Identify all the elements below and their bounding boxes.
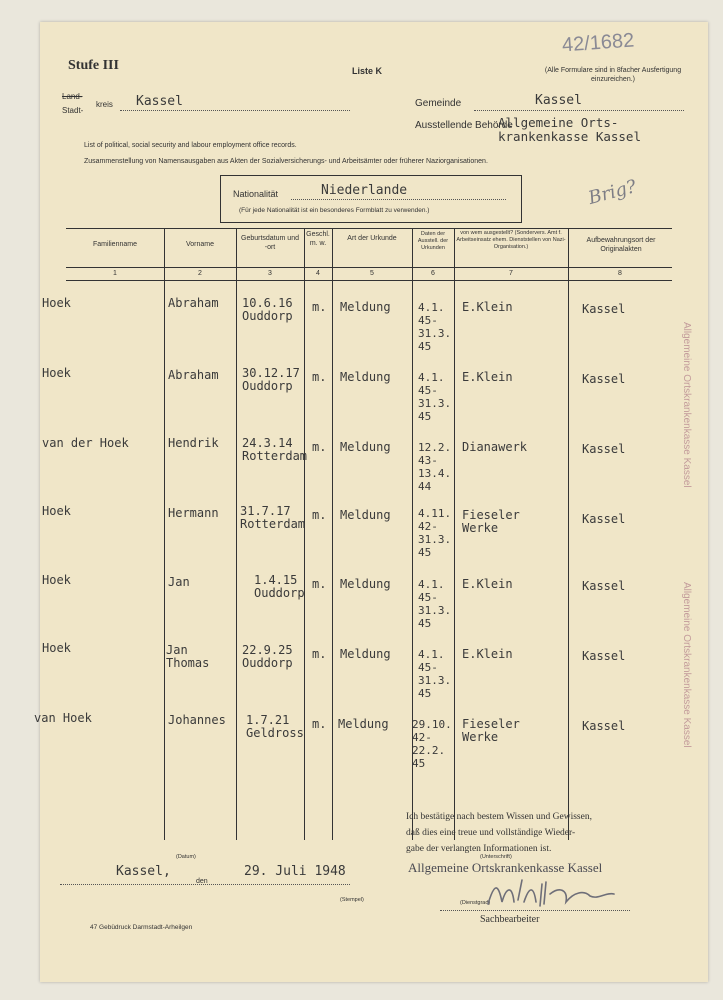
doctype-cell: Meldung — [340, 440, 391, 454]
handwritten-mark: Brig? — [586, 176, 639, 209]
col-num-6: 6 — [431, 270, 435, 277]
location-cell: Kassel — [582, 649, 626, 663]
stadt-label: Stadt- — [62, 106, 84, 115]
surname-cell: Hoek — [42, 296, 71, 310]
location-cell: Kassel — [582, 579, 626, 593]
date-underline — [60, 884, 350, 885]
col-num-5: 5 — [370, 270, 374, 277]
firstname-cell: Jan — [168, 575, 190, 589]
document-page — [34, 22, 708, 982]
place-value: Kassel, — [116, 864, 171, 879]
doctype-cell: Meldung — [338, 717, 389, 731]
nationality-underline — [291, 199, 506, 200]
nationality-label: Nationalität — [233, 189, 279, 199]
firstname-cell: Hendrik — [168, 436, 219, 450]
kreis-label: kreis — [96, 100, 113, 109]
doctype-cell: Meldung — [340, 370, 391, 384]
surname-cell: Hoek — [42, 641, 71, 655]
col-header-issuer: von wem ausgestellt? (Sondervers. Amt f. Arbeitseinsatz ehem. Dienststellen von Nazi-Organisation.) — [456, 230, 566, 250]
issuer-cell: E.Klein — [462, 370, 513, 384]
side-stamp-bottom: Allgemeine Ortskrankenkasse Kassel — [681, 582, 692, 748]
dates-cell: 4.1. 45- 31.3. 45 — [418, 301, 452, 353]
sex-cell: m. — [312, 300, 327, 314]
gemeinde-underline — [474, 110, 684, 111]
birth-cell: 10.6.16 Ouddorp — [242, 296, 293, 323]
issuer-cell: E.Klein — [462, 577, 513, 591]
col-header-surname: Familienname — [93, 241, 137, 248]
land-label: Land- — [62, 92, 83, 101]
dienstgrad-label: (Dienstgrad) — [460, 900, 491, 906]
english-description: List of political, social security and labour employment office records. — [84, 142, 297, 149]
sex-cell: m. — [312, 440, 327, 454]
issuer-cell: Dianawerk — [462, 440, 528, 454]
table-colnum-line — [66, 280, 672, 281]
side-stamp-top: Allgemeine Ortskrankenkasse Kassel — [681, 322, 692, 488]
organisation-stamp: Allgemeine Ortskrankenkasse Kassel — [408, 860, 603, 875]
col-num-7: 7 — [509, 270, 513, 277]
stempel-label: (Stempel) — [340, 897, 364, 903]
doctype-cell: Meldung — [340, 508, 391, 522]
col-header-doctype: Art der Urkunde — [347, 235, 397, 242]
nationality-note: (Für jede Nationalität ist ein besonderes Formblatt zu verwenden.) — [239, 207, 430, 214]
col-divider-6 — [454, 228, 455, 840]
col-num-1: 1 — [113, 270, 117, 277]
date-value: 29. Juli 1948 — [244, 864, 346, 879]
firstname-cell: Jan Thomas — [166, 643, 210, 670]
nationality-value: Niederlande — [321, 183, 408, 198]
col-divider-3 — [304, 228, 305, 840]
col-header-location: Aufbewahrungsort der Originalakten — [586, 237, 656, 253]
nationality-box — [220, 175, 522, 223]
issuer-cell: E.Klein — [462, 300, 513, 314]
dates-cell: 4.1. 45- 31.3. 45 — [418, 371, 452, 423]
firstname-cell: Abraham — [168, 368, 219, 382]
gemeinde-value: Kassel — [535, 93, 582, 108]
sex-cell: m. — [312, 647, 327, 661]
printer-credit: 47 Gebüdruck Darmstadt-Arheilgen — [90, 924, 193, 931]
dates-cell: 12.2. 43- 13.4. 44 — [418, 441, 452, 493]
official-title: Sachbearbeiter — [480, 914, 540, 925]
dates-cell: 4.1. 45- 31.3. 45 — [418, 648, 452, 700]
signature-image — [484, 874, 634, 914]
col-header-sex: Geschl. m. w. — [306, 231, 330, 247]
dates-cell: 29.10. 42- 22.2. 45 — [412, 718, 452, 770]
dates-cell: 4.1. 45- 31.3. 45 — [418, 578, 452, 630]
col-header-firstname: Vorname — [185, 241, 215, 248]
date-label: (Datum) — [176, 854, 196, 860]
doctype-cell: Meldung — [340, 300, 391, 314]
sex-cell: m. — [312, 508, 327, 522]
surname-cell: van Hoek — [34, 711, 92, 725]
col-num-4: 4 — [316, 270, 320, 277]
german-description: Zusammenstellung von Namensausgaben aus Akten der Sozialversicherungs- und Arbeitsämter oder früherer Naziorganisationen. — [84, 158, 488, 165]
col-num-8: 8 — [618, 270, 622, 277]
col-num-2: 2 — [198, 270, 202, 277]
col-divider-1 — [164, 228, 165, 840]
instruction-note: (Alle Formulare sind in 8facher Ausfertigung einzureichen.) — [544, 67, 682, 83]
birth-cell: 1.7.21 Geldross — [246, 713, 304, 740]
birth-cell: 30.12.17 Ouddorp — [242, 366, 300, 393]
attest-line-3: gabe der verlangten Informationen ist. — [406, 844, 552, 854]
birth-cell: 22.9.25 Ouddorp — [242, 643, 293, 670]
firstname-cell: Abraham — [168, 296, 219, 310]
location-cell: Kassel — [582, 719, 626, 733]
behoerde-value-1: Allgemeine Orts- — [498, 115, 619, 130]
firstname-cell: Johannes — [168, 713, 226, 727]
sex-cell: m. — [312, 577, 327, 591]
location-cell: Kassel — [582, 512, 626, 526]
birth-cell: 24.3.14 Rotterdam — [242, 436, 308, 463]
doctype-cell: Meldung — [340, 647, 391, 661]
col-divider-4 — [332, 228, 333, 840]
surname-cell: Hoek — [42, 504, 71, 518]
sex-cell: m. — [312, 370, 327, 384]
kreis-value: Kassel — [136, 94, 183, 109]
location-cell: Kassel — [582, 442, 626, 456]
birth-cell: 31.7.17 Rotterdam — [240, 504, 306, 531]
table-top-line — [66, 228, 672, 229]
dates-cell: 4.11. 42- 31.3. 45 — [418, 507, 452, 559]
doctype-cell: Meldung — [340, 577, 391, 591]
sex-cell: m. — [312, 717, 327, 731]
table-header-line — [66, 267, 672, 268]
col-divider-2 — [236, 228, 237, 840]
attest-line-1: Ich bestätige nach bestem Wissen und Gewissen, — [406, 812, 592, 822]
surname-cell: Hoek — [42, 573, 71, 587]
archive-number: 42/1682 — [561, 29, 635, 57]
level-heading: Stufe III — [68, 58, 119, 73]
col-num-3: 3 — [268, 270, 272, 277]
surname-cell: van der Hoek — [42, 436, 129, 450]
location-cell: Kassel — [582, 302, 626, 316]
gemeinde-label: Gemeinde — [415, 98, 462, 109]
attest-line-2: daß dies eine treue und vollständige Wieder- — [406, 828, 576, 838]
kreis-underline — [120, 110, 350, 111]
list-name: Liste K — [352, 66, 383, 76]
unterschrift-label: (Unterschrift) — [480, 854, 512, 860]
col-header-birth: Geburtsdatum und -ort — [241, 235, 299, 251]
firstname-cell: Hermann — [168, 506, 219, 520]
location-cell: Kassel — [582, 372, 626, 386]
behoerde-value-2: krankenkasse Kassel — [498, 129, 641, 144]
col-header-dates: Daten der Ausstell. der Urkunden — [417, 231, 449, 251]
birth-cell: 1.4.15 Ouddorp — [254, 573, 305, 600]
issuer-cell: Fieseler Werke — [462, 508, 520, 535]
den-label: den — [196, 878, 208, 885]
surname-cell: Hoek — [42, 366, 71, 380]
behoerde-label: Ausstellende Behörde — [415, 120, 513, 131]
issuer-cell: E.Klein — [462, 647, 513, 661]
col-divider-7 — [568, 228, 569, 840]
issuer-cell: Fieseler Werke — [462, 717, 520, 744]
